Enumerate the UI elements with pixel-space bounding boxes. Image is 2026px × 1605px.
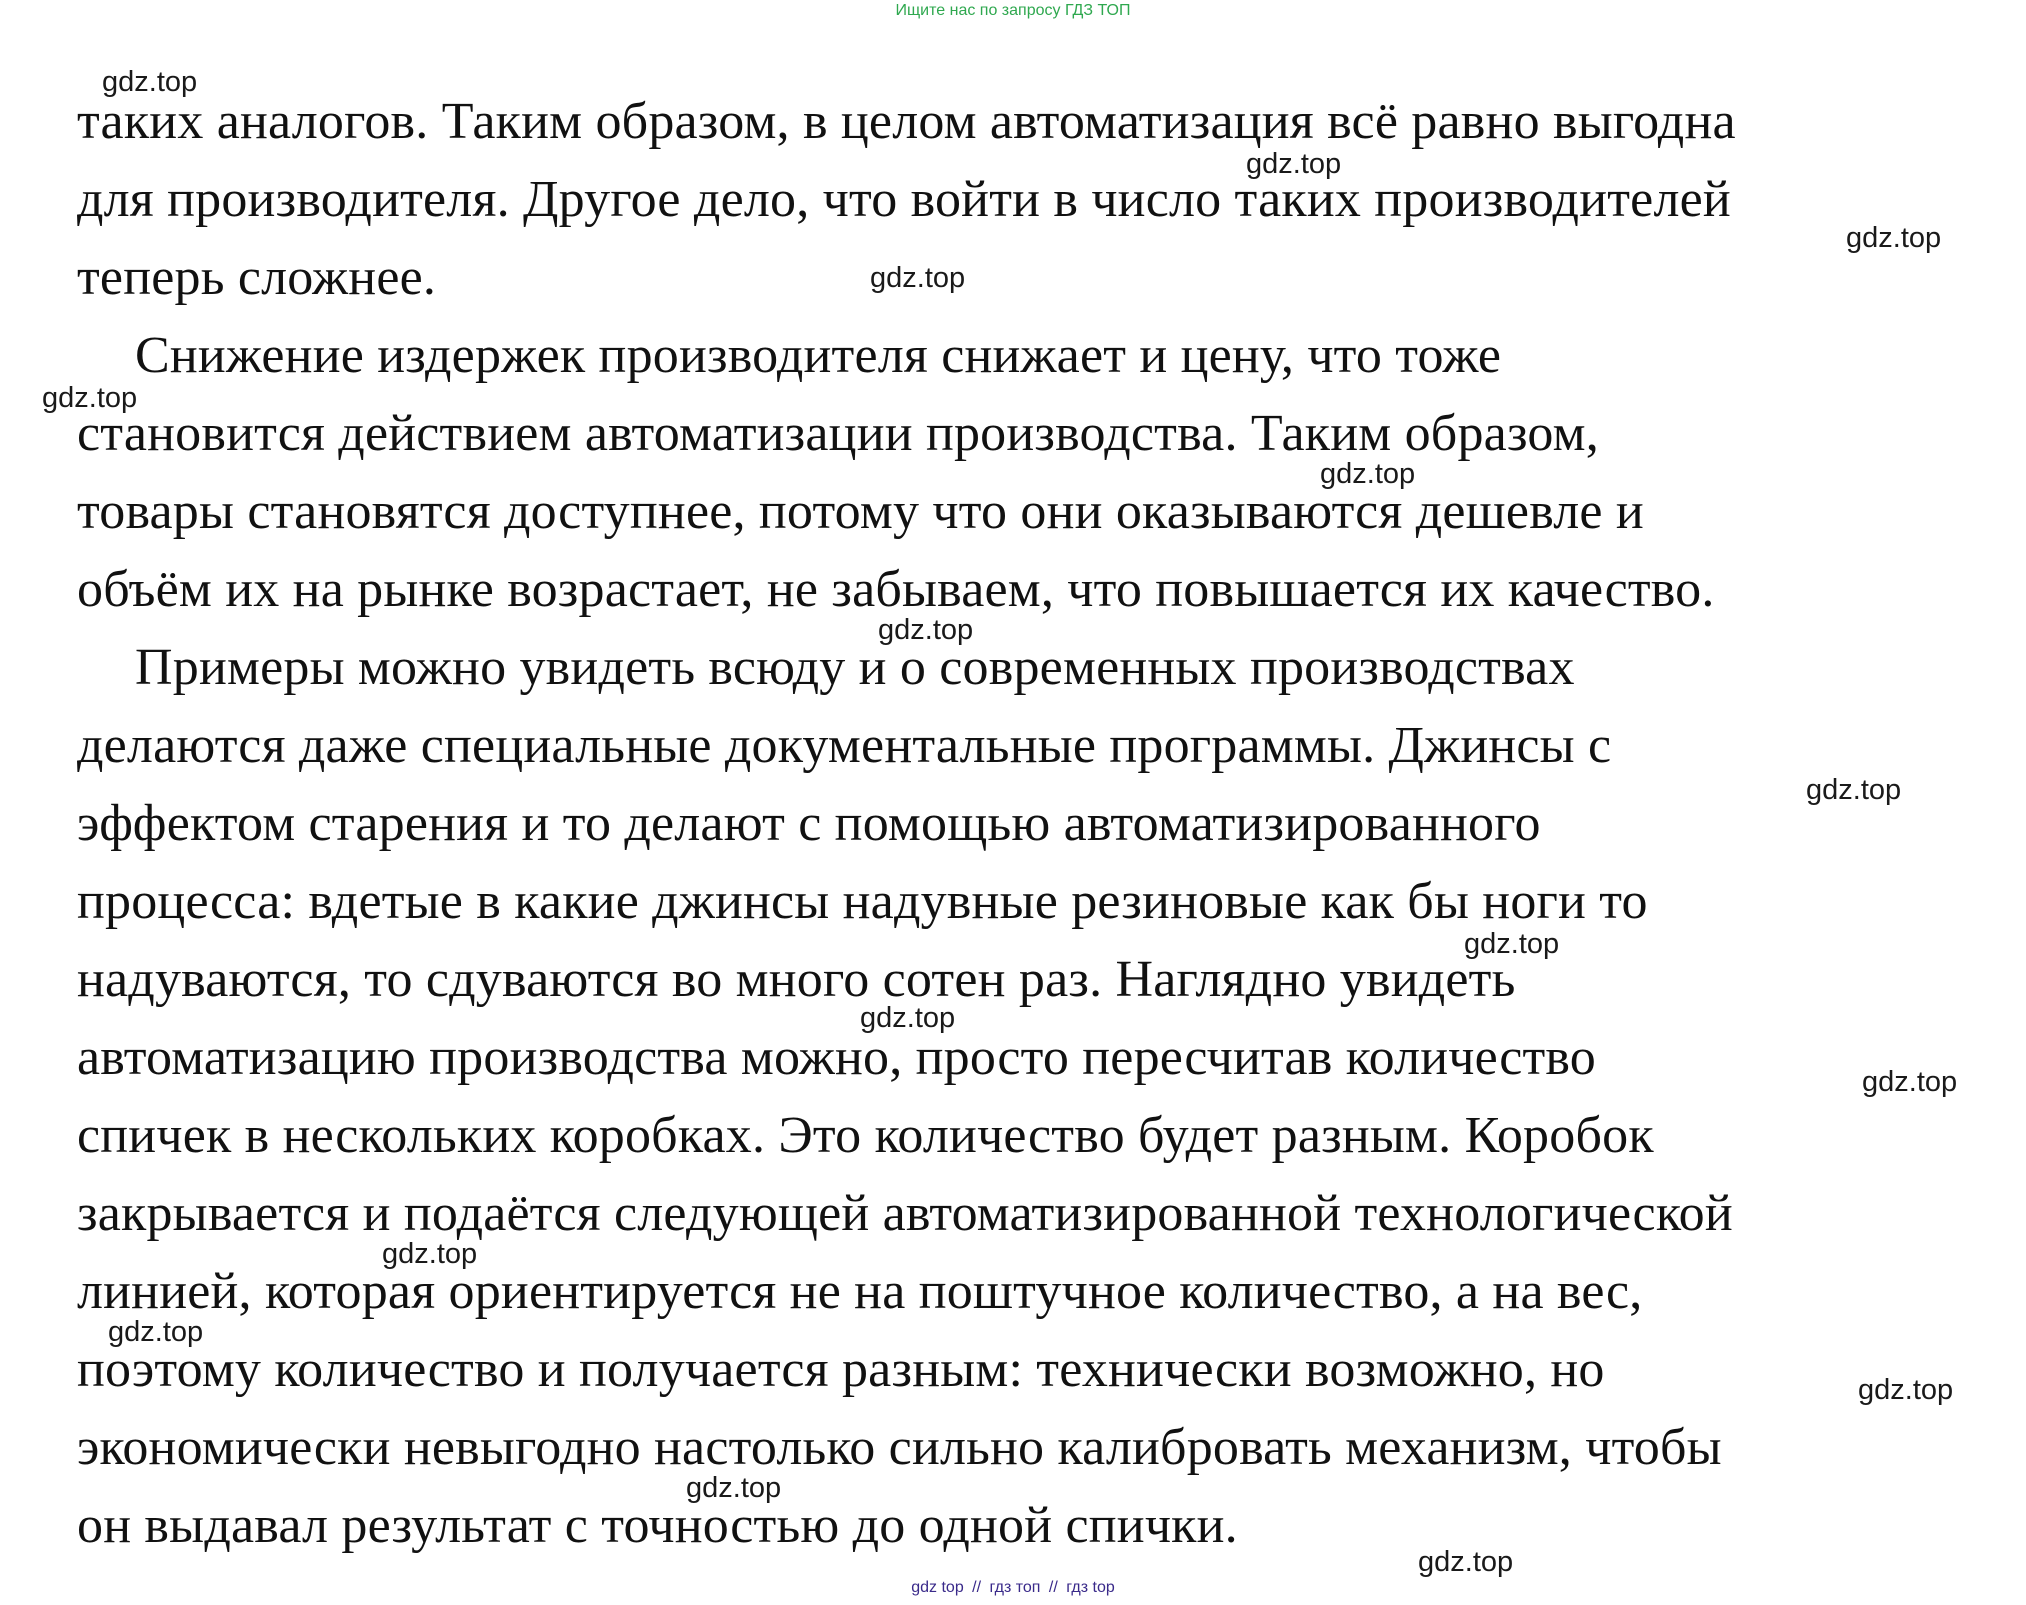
watermark: gdz.top bbox=[860, 1002, 956, 1034]
watermark: gdz.top bbox=[42, 382, 138, 414]
footer-link-gdz-top-ru[interactable]: гдз топ bbox=[989, 1579, 1041, 1596]
watermark: gdz.top bbox=[1806, 774, 1902, 806]
watermark: gdz.top bbox=[108, 1316, 204, 1348]
watermark: gdz.top bbox=[1246, 148, 1342, 180]
text-line: становится действием автоматизации производства. Таким образом, bbox=[77, 405, 1599, 462]
watermark: gdz.top bbox=[1320, 458, 1416, 490]
watermark: gdz.top bbox=[102, 66, 198, 98]
watermark: gdz.top bbox=[1418, 1546, 1514, 1578]
watermark: gdz.top bbox=[870, 262, 966, 294]
text-line: линией, которая ориентируется не на поштучное количество, а на вес, bbox=[77, 1263, 1643, 1320]
text-line: процесса: вдетые в какие джинсы надувные резиновые как бы ноги то bbox=[77, 873, 1648, 930]
watermark: gdz.top bbox=[382, 1238, 478, 1270]
text-line: автоматизацию производства можно, просто пересчитав количество bbox=[77, 1029, 1597, 1086]
footer-link-gdz-top[interactable]: gdz top bbox=[911, 1579, 964, 1596]
text-line: поэтому количество и получается разным: технически возможно, но bbox=[77, 1341, 1605, 1398]
text-line: объём их на рынке возрастает, не забываем, что повышается их качество. bbox=[77, 561, 1715, 618]
text-line: Снижение издержек производителя снижает и цену, что тоже bbox=[135, 327, 1502, 384]
top-banner[interactable]: Ищите нас по запросу ГДЗ ТОП bbox=[895, 2, 1131, 19]
footer-separator: // bbox=[1048, 1579, 1058, 1596]
footer-link-gdz-top-mixed[interactable]: гдз top bbox=[1066, 1579, 1115, 1596]
text-line: товары становятся доступнее, потому что они оказываются дешевле и bbox=[77, 483, 1644, 540]
watermark: gdz.top bbox=[1858, 1374, 1954, 1406]
footer-separator: // bbox=[972, 1579, 982, 1596]
watermark: gdz.top bbox=[1846, 222, 1942, 254]
watermark: gdz.top bbox=[686, 1472, 782, 1504]
text-line: делаются даже специальные документальные программы. Джинсы с bbox=[77, 717, 1612, 774]
text-line: теперь сложнее. bbox=[77, 249, 437, 306]
text-line: спичек в нескольких коробках. Это количество будет разным. Коробок bbox=[77, 1107, 1654, 1164]
text-line: для производителя. Другое дело, что войти в число таких производителей bbox=[77, 171, 1731, 228]
text-line: надуваются, то сдуваются во много сотен раз. Наглядно увидеть bbox=[77, 951, 1516, 1008]
text-line: он выдавал результат с точностью до одной спички. bbox=[77, 1497, 1238, 1554]
text-line: эффектом старения и то делают с помощью автоматизированного bbox=[77, 795, 1541, 852]
watermark: gdz.top bbox=[1464, 928, 1560, 960]
text-line: Примеры можно увидеть всюду и о современных производствах bbox=[135, 639, 1575, 696]
footer bbox=[0, 1579, 2026, 1597]
watermark: gdz.top bbox=[1862, 1066, 1958, 1098]
text-line: таких аналогов. Таким образом, в целом автоматизация всё равно выгодна bbox=[77, 93, 1736, 150]
text-line: закрывается и подаётся следующей автоматизированной технологической bbox=[77, 1185, 1733, 1242]
text-line: экономически невыгодно настолько сильно калибровать механизм, чтобы bbox=[77, 1419, 1722, 1476]
watermark: gdz.top bbox=[878, 614, 974, 646]
